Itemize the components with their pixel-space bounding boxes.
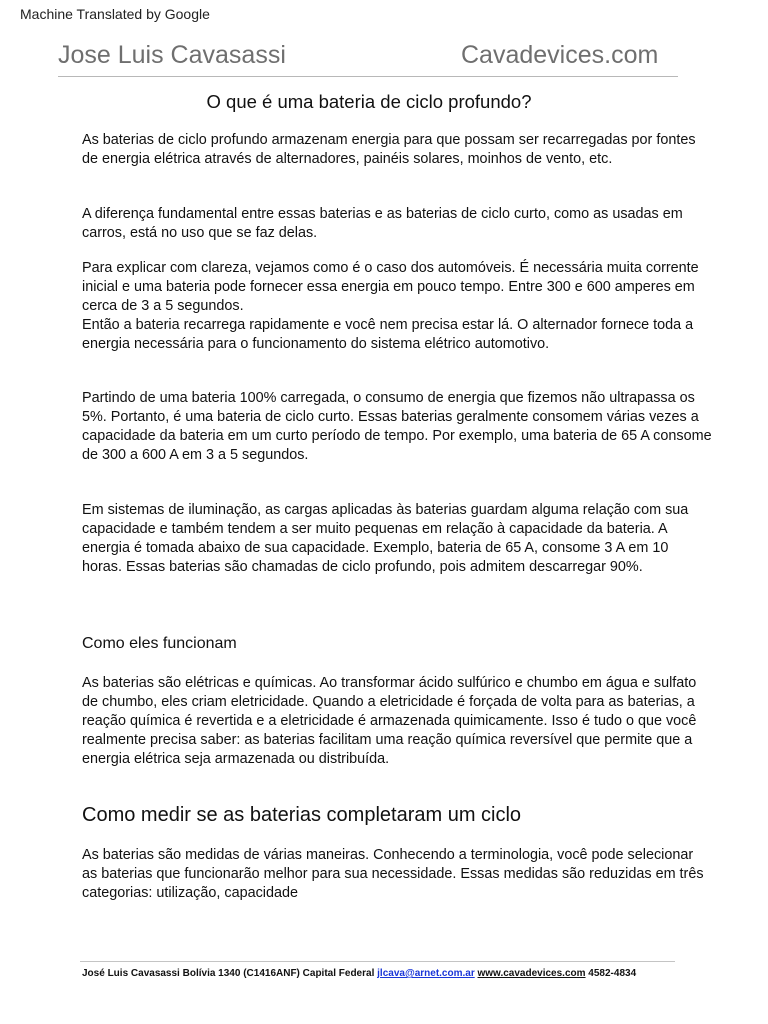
paragraph-1 — [82, 131, 696, 169]
paragraph-line: capacidade e também tendem a ser muito pequenas em relação à capacidade da bateria. A — [82, 521, 668, 537]
paragraph-line: As baterias são medidas de várias maneiras. Conhecendo a terminologia, você pode selecionar — [82, 847, 694, 863]
paragraph-line: carros, está no uso que se faz delas. — [82, 225, 318, 241]
footer-divider — [80, 961, 675, 962]
header-site: Cavadevices.com — [461, 41, 659, 69]
paragraph-line: categorias: utilização, capacidade — [82, 885, 298, 901]
header-divider — [58, 76, 678, 77]
paragraph-line: Para explicar com clareza, vejamos como é o caso dos automóveis. É necessária muita corrente — [82, 260, 699, 276]
paragraph-line: reação química é revertida e a eletricidade é armazenada quimicamente. Isso é tudo o que você — [82, 713, 697, 729]
header-author: Jose Luis Cavasassi — [58, 41, 286, 69]
paragraph-line: As baterias são elétricas e químicas. Ao transformar ácido sulfúrico e chumbo em água e sulfato — [82, 675, 697, 691]
paragraph-line: As baterias de ciclo profundo armazenam energia para que possam ser recarregadas por fontes — [82, 132, 696, 148]
paragraph-line: energia necessária para o funcionamento do sistema elétrico automotivo. — [82, 336, 550, 352]
footer-email-link[interactable]: jlcava@arnet.com.ar — [377, 968, 475, 979]
paragraph-5 — [82, 501, 688, 577]
paragraph-line: realmente precisa saber: as baterias facilitam uma reação química reversível que permite que a — [82, 732, 693, 748]
paragraph-line: A diferença fundamental entre essas baterias e as baterias de ciclo curto, como as usadas em — [82, 206, 683, 222]
paragraph-line: de 300 a 600 A em 3 a 5 segundos. — [82, 447, 309, 463]
paragraph-3 — [82, 259, 699, 354]
paragraph-line: 5%. Portanto, é uma bateria de ciclo curto. Essas baterias geralmente consomem várias vezes a — [82, 409, 699, 425]
paragraph-line: Então a bateria recarrega rapidamente e você nem precisa estar lá. O alternador fornece toda a — [82, 317, 694, 333]
paragraph-line: energia elétrica seja armazenada ou distribuída. — [82, 751, 390, 767]
footer-address: José Luis Cavasassi Bolívia 1340 (C1416ANF) Capital Federal — [82, 968, 378, 979]
paragraph-line: Partindo de uma bateria 100% carregada, o consumo de energia que fizemos não ultrapassa os — [82, 390, 695, 406]
paragraph-line: de chumbo, eles criam eletricidade. Quando a eletricidade é forçada de volta para as baterias, a — [82, 694, 695, 710]
paragraph-line: energia é tomada abaixo de sua capacidade. Exemplo, bateria de 65 A, consome 3 A em 10 — [82, 540, 669, 556]
paragraph-line: inicial e uma bateria pode fornecer essa energia em pouco tempo. Entre 300 e 600 amperes em — [82, 279, 695, 295]
footer-phone: 4582-4834 — [585, 968, 637, 979]
paragraph-line: cerca de 3 a 5 segundos. — [82, 298, 244, 314]
paragraph-line: Em sistemas de iluminação, as cargas aplicadas às baterias guardam alguma relação com sua — [82, 502, 689, 518]
paragraph-7 — [82, 846, 704, 903]
paragraph-line: as baterias que funcionarão melhor para sua necessidade. Essas medidas são reduzidas em três — [82, 866, 704, 882]
machine-translated-banner: Machine Translated by Google — [20, 6, 210, 22]
paragraph-line: capacidade da bateria em um curto período de tempo. Por exemplo, uma bateria de 65 A consome — [82, 428, 712, 444]
section-subheading: Como eles funcionam — [82, 635, 237, 652]
page-title: O que é uma bateria de ciclo profundo? — [206, 91, 532, 112]
paragraph-6 — [82, 674, 696, 769]
section-heading: Como medir se as baterias completaram um ciclo — [82, 804, 522, 826]
paragraph-line: horas. Essas baterias são chamadas de ciclo profundo, pois admitem descarregar 90%. — [82, 559, 643, 575]
paragraph-4 — [82, 389, 712, 465]
paragraph-2 — [82, 205, 683, 243]
page-footer — [82, 968, 636, 979]
paragraph-line: de energia elétrica através de alternadores, painéis solares, moinhos de vento, etc. — [82, 151, 613, 167]
footer-website[interactable]: www.cavadevices.com — [477, 968, 586, 979]
